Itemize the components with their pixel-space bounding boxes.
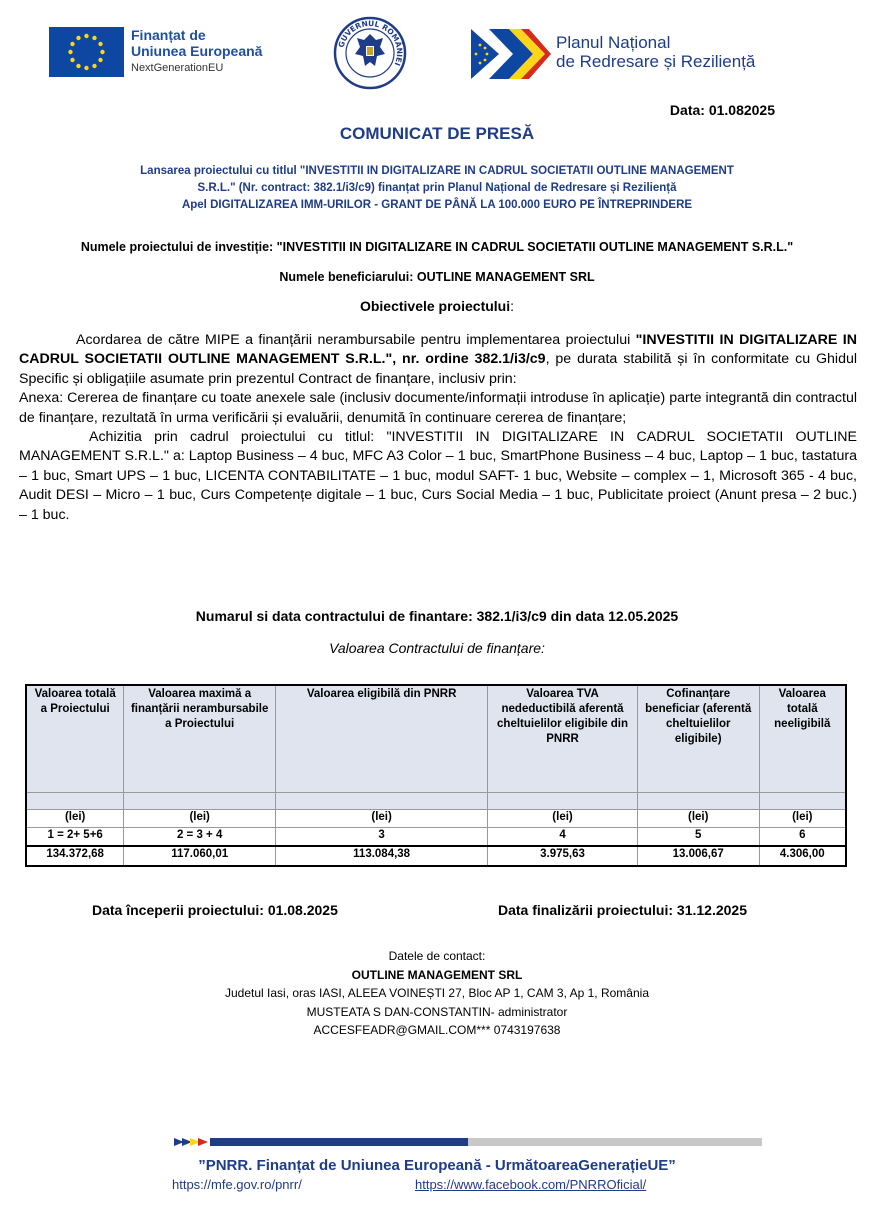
objectives-heading-text: Obiectivele proiectului: [359, 298, 511, 314]
table-cell: 4.306,00: [759, 846, 846, 866]
launch-line1: Lansarea proiectului cu titlul "INVESTITII IN DIGITALIZARE IN CADRUL SOCIETATII OUTLINE MANAGEMENT: [140, 165, 734, 177]
launch-statement: [60, 163, 814, 214]
table-cell: 117.060,01: [124, 846, 276, 866]
table-header-cell: Valoarea TVA nedeductibilă aferentă cheltuielilor eligibile din PNRR: [488, 685, 638, 793]
page-title: COMUNICAT DE PRESĂ: [339, 124, 535, 143]
table-cell: 3: [276, 828, 488, 847]
contract-value-heading: Valoarea Contractului de finanțare:: [329, 640, 545, 656]
paragraph-funding-part3: , pe durata stabilită și în conformitate cu Ghidul Specific și obligațiile asumate prin prezentul Contract de finanțare, inclusiv prin:: [19, 351, 857, 387]
table-units-row: [26, 810, 846, 828]
financing-table: [25, 684, 847, 867]
paragraph-acquisition: Achizitia prin cadrul proiectului cu titlul: "INVESTITII IN DIGITALIZARE IN CADRUL SOCIETATII OUTLINE MANAGEMENT S.R.L." a: Laptop Business – 4 buc, MFC A3 Color – 1 buc, SmartPhone Business – 4 buc, Laptop – 1 buc, tastatura – 1 buc, Smart UPS – 1 buc, LICENTA CONTABILITATE – 1 buc, modul SAFT- 1 buc, Website – complex – 1, Microsoft 365 - 4 buc, Audit DESI – Micro – 1 buc, Curs Competențe digitale – 1 buc, Curs Social Media – 1 buc, Publicitate proiect (Anunt presa – 2 buc.) – 1 buc.: [19, 429, 857, 523]
table-header-cell: Valoarea maximă a finanțării nerambursabile a Proiectului: [124, 685, 276, 793]
paragraph-funding-project: "INVESTITII IN DIGITALIZARE IN CADRUL SOCIETATII OUTLINE MANAGEMENT S.R.L.", nr. ordine 382.1/i3/c9: [19, 332, 857, 368]
table-cell: 6: [759, 828, 846, 847]
table-cell: (lei): [759, 810, 846, 828]
project-start-date: Data începerii proiectului: 01.08.2025: [92, 902, 338, 918]
contract-number: Numarul si data contractului de finantare: 382.1/i3/c9 din data 12.05.2025: [195, 608, 679, 624]
contact-address: Judetul Iasi, oras IASI, ALEEA VOINEȘTI 27, Bloc AP 1, CAM 3, Ap 1, România: [225, 986, 649, 1000]
eu-logo-line1: Finanțat de: [131, 27, 206, 43]
objectives-heading: [0, 298, 874, 314]
table-cell: 113.084,38: [276, 846, 488, 866]
eu-logo-line2: Uniunea Europeană: [131, 43, 263, 59]
objectives-heading-colon: :: [510, 298, 515, 314]
table-header-cell: Valoarea totală neeligibilă: [759, 685, 846, 793]
footer-link-facebook[interactable]: https://www.facebook.com/PNRROficial/: [415, 1177, 647, 1192]
contact-label: Datele de contact:: [388, 949, 486, 963]
table-cell: 5: [637, 828, 759, 847]
objectives-body: [19, 331, 857, 525]
table-cell: 3.975,63: [488, 846, 638, 866]
contact-person: MUSTEATA S DAN-CONSTANTIN- administrator: [306, 1004, 568, 1019]
table-cell: (lei): [637, 810, 759, 828]
pnrr-logo-line2: de Redresare și Reziliență: [556, 52, 756, 71]
table-cell: (lei): [276, 810, 488, 828]
eu-flag-icon: [49, 27, 124, 77]
beneficiary-name: Numele beneficiarului: OUTLINE MANAGEMENT SRL: [279, 270, 595, 284]
pnrr-arrows-icon: [471, 29, 551, 79]
table-header-cell: Valoarea eligibilă din PNRR: [276, 685, 488, 793]
table-header-cell: Cofinanțare beneficiar (aferentă cheltuielilor eligibile): [637, 685, 759, 793]
pnrr-logo-line1: Planul Național: [556, 33, 671, 52]
footer-slogan: ”PNRR. Finanțat de Uniunea Europeană - UrmătoareaGenerațieUE”: [198, 1157, 676, 1174]
project-name: Numele proiectului de investiție: "INVESTITII IN DIGITALIZARE IN CADRUL SOCIETATII OUTLINE MANAGEMENT S.R.L.": [80, 240, 794, 254]
table-values-row: [26, 846, 846, 866]
table-spacer-row: [26, 793, 846, 810]
eu-logo-line3: NextGenerationEU: [131, 62, 224, 74]
contact-block: [0, 947, 874, 1040]
launch-line2: S.R.L." (Nr. contract: 382.1/i3/c9) finanțat prin Planul Național de Redresare și Reziliență: [197, 182, 677, 194]
footer-link-mfe[interactable]: https://mfe.gov.ro/pnrr/: [172, 1177, 302, 1192]
paragraph-funding: [19, 331, 857, 389]
document-date: Data: 01.082025: [669, 102, 775, 118]
table-cell: 4: [488, 828, 638, 847]
table-cell: 134.372,68: [26, 846, 124, 866]
table-header-cell: Valoarea totală a Proiectului: [26, 685, 124, 793]
paragraph-annex: Anexa: Cererea de finanțare cu toate anexele sale (inclusiv documente/informații introduse în aplicație) parte integrantă din contractul de finanțare, rezultată în urma verificării și evaluării, denumită în continuare cererea de finanțare;: [19, 390, 857, 426]
table-cell: (lei): [124, 810, 276, 828]
table-cell: (lei): [488, 810, 638, 828]
contact-company: OUTLINE MANAGEMENT SRL: [351, 967, 523, 982]
project-end-date: Data finalizării proiectului: 31.12.2025: [498, 902, 747, 918]
paragraph-funding-part1: Acordarea de către MIPE a finanțării nerambursabile pentru implementarea proiectului: [76, 332, 636, 348]
seal-text: GUVERNUL ROMÂNIEI: [336, 18, 405, 68]
eu-funding-logo: [49, 27, 274, 79]
footer-bar-icon: [174, 1138, 762, 1146]
government-seal-icon: [333, 16, 407, 90]
table-cell: (lei): [26, 810, 124, 828]
table-cell: 13.006,67: [637, 846, 759, 866]
table-formula-row: [26, 828, 846, 847]
pnrr-logo: [471, 29, 791, 79]
contact-email-phone: ACCESFEADR@GMAIL.COM*** 0743197638: [313, 1023, 561, 1037]
launch-line3: Apel DIGITALIZAREA IMM-URILOR - GRANT DE PÂNĂ LA 100.000 EURO PE ÎNTREPRINDERE: [181, 199, 693, 211]
table-header-row: [26, 685, 846, 793]
table-cell: 2 = 3 + 4: [124, 828, 276, 847]
table-cell: 1 = 2+ 5+6: [26, 828, 124, 847]
